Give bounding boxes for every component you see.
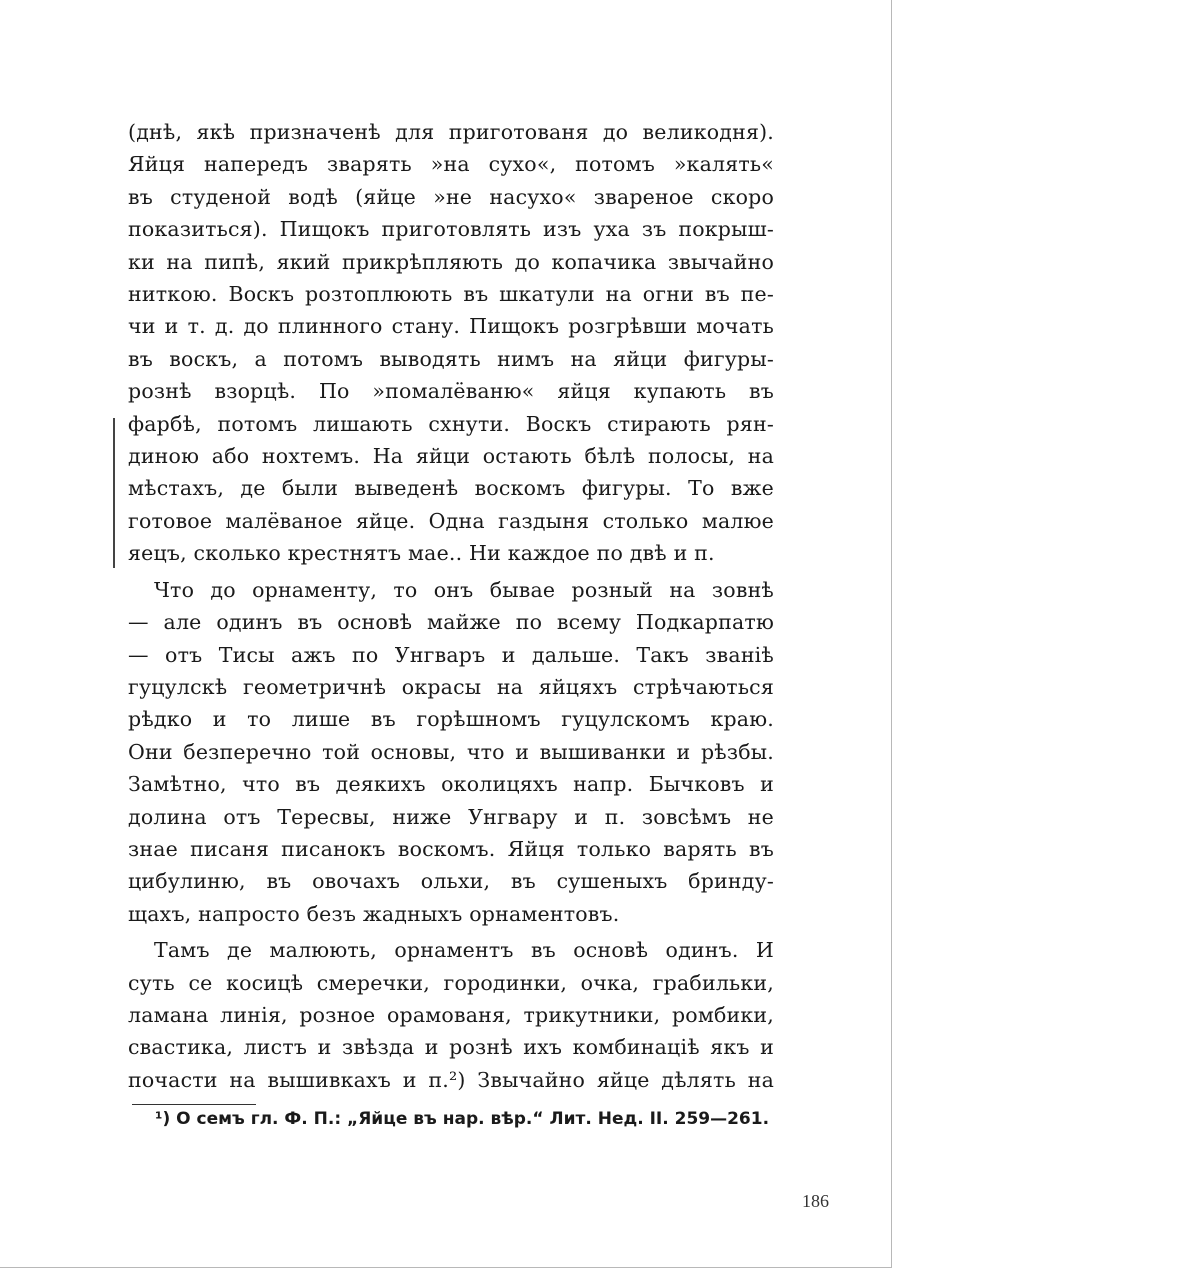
text-line: — отъ Тисы ажъ по Унгваръ и дальше. Такъ званiѣ [128,642,774,667]
text-line: суть се косицѣ смеречки, городинки, очка, грабильки, [128,970,774,995]
text-line: мѣстахъ, де были выведенѣ воскомъ фигуры. То вже [128,476,774,501]
text-line: (днѣ, якѣ призначенѣ для приготованя до великодня). [128,120,774,144]
text-line: Замѣтно, что въ деякихъ околицяхъ напр. Бычковъ и [128,772,774,797]
text-line: долина отъ Тересвы, ниже Унгвару и п. зовсѣмъ не [128,804,774,829]
text-line: ки на пипѣ, який прикрѣпляють до копачика звычайно [128,249,774,274]
text-line: готовое малёваное яйце. Одна газдыня столько малюе [128,508,774,533]
text-line: цибулиню, въ овочахъ ольхи, въ сушеныхъ бринду- [128,869,774,894]
text-line: яецъ, сколько крестнятъ мае.. Ни каждое по двѣ и п. [128,541,715,566]
text-line: Яйця напередъ зварять »на сухо«, потомъ »калять« [128,152,774,177]
text-line: гуцулскѣ геометричнѣ окрасы на яйцяхъ стрѣчаються [128,674,774,699]
text-line: почасти на вышивкахъ и п.²) Звычайно яйце дѣлять на [128,1067,774,1092]
footnote-separator [132,1104,256,1105]
text-line: — але одинъ въ основѣ майже по всему Подкарпатю [128,610,774,635]
text-line: щахъ, напросто безъ жадныхъ орнаментовъ. [128,901,620,926]
footnote: ¹) О семъ гл. Ф. П.: „Яйце въ нар. вѣр.“ Лит. Нед. II. 259—261. [155,1109,770,1129]
text-line: Они безперечно той основы, что и вышиванки и рѣзбы. [128,739,774,764]
text-line: знае писаня писанокъ воскомъ. Яйця только варять въ [128,836,774,861]
text-line: ниткою. Воскъ розтоплюють въ шкатули на огни въ пе- [128,282,774,307]
text-line: въ воскъ, а потомъ выводять нимъ на яйци фигуры- [128,346,774,371]
text-line: ламана линія, розное орамованя, трикутники, ромбики, [128,1002,774,1027]
text-line: диною або нохтемъ. На яйци остають бѣлѣ полосы, на [128,444,774,469]
margin-vertical-rule [113,418,115,568]
body-text [128,116,774,1096]
text-line: Что до орнаменту, то онъ бывае розный на зовнѣ [154,577,774,602]
text-line: рѣдко и то лише въ горѣшномъ гуцулскомъ краю. [128,707,774,732]
text-line: чи и т. д. до плинного стану. Пищокъ розгрѣвши мочать [128,314,774,339]
text-line: фарбѣ, потомъ лишають схнути. Воскъ стирають рян- [128,411,774,436]
text-line: въ студеной водѣ (яйце »не насухо« звареное скоро [128,184,774,209]
text-line: показиться). Пищокъ приготовлять изъ уха зъ покрыш- [128,217,774,242]
text-line: свастика, листъ и звѣзда и рознѣ ихъ комбинацiѣ якъ и [128,1035,774,1060]
text-line: рознѣ взорцѣ. По »помалёваню« яйця купають въ [128,379,774,404]
text-line: Тамъ де малюють, орнаментъ въ основѣ одинъ. И [154,938,774,963]
page-number: 186 [802,1191,829,1211]
